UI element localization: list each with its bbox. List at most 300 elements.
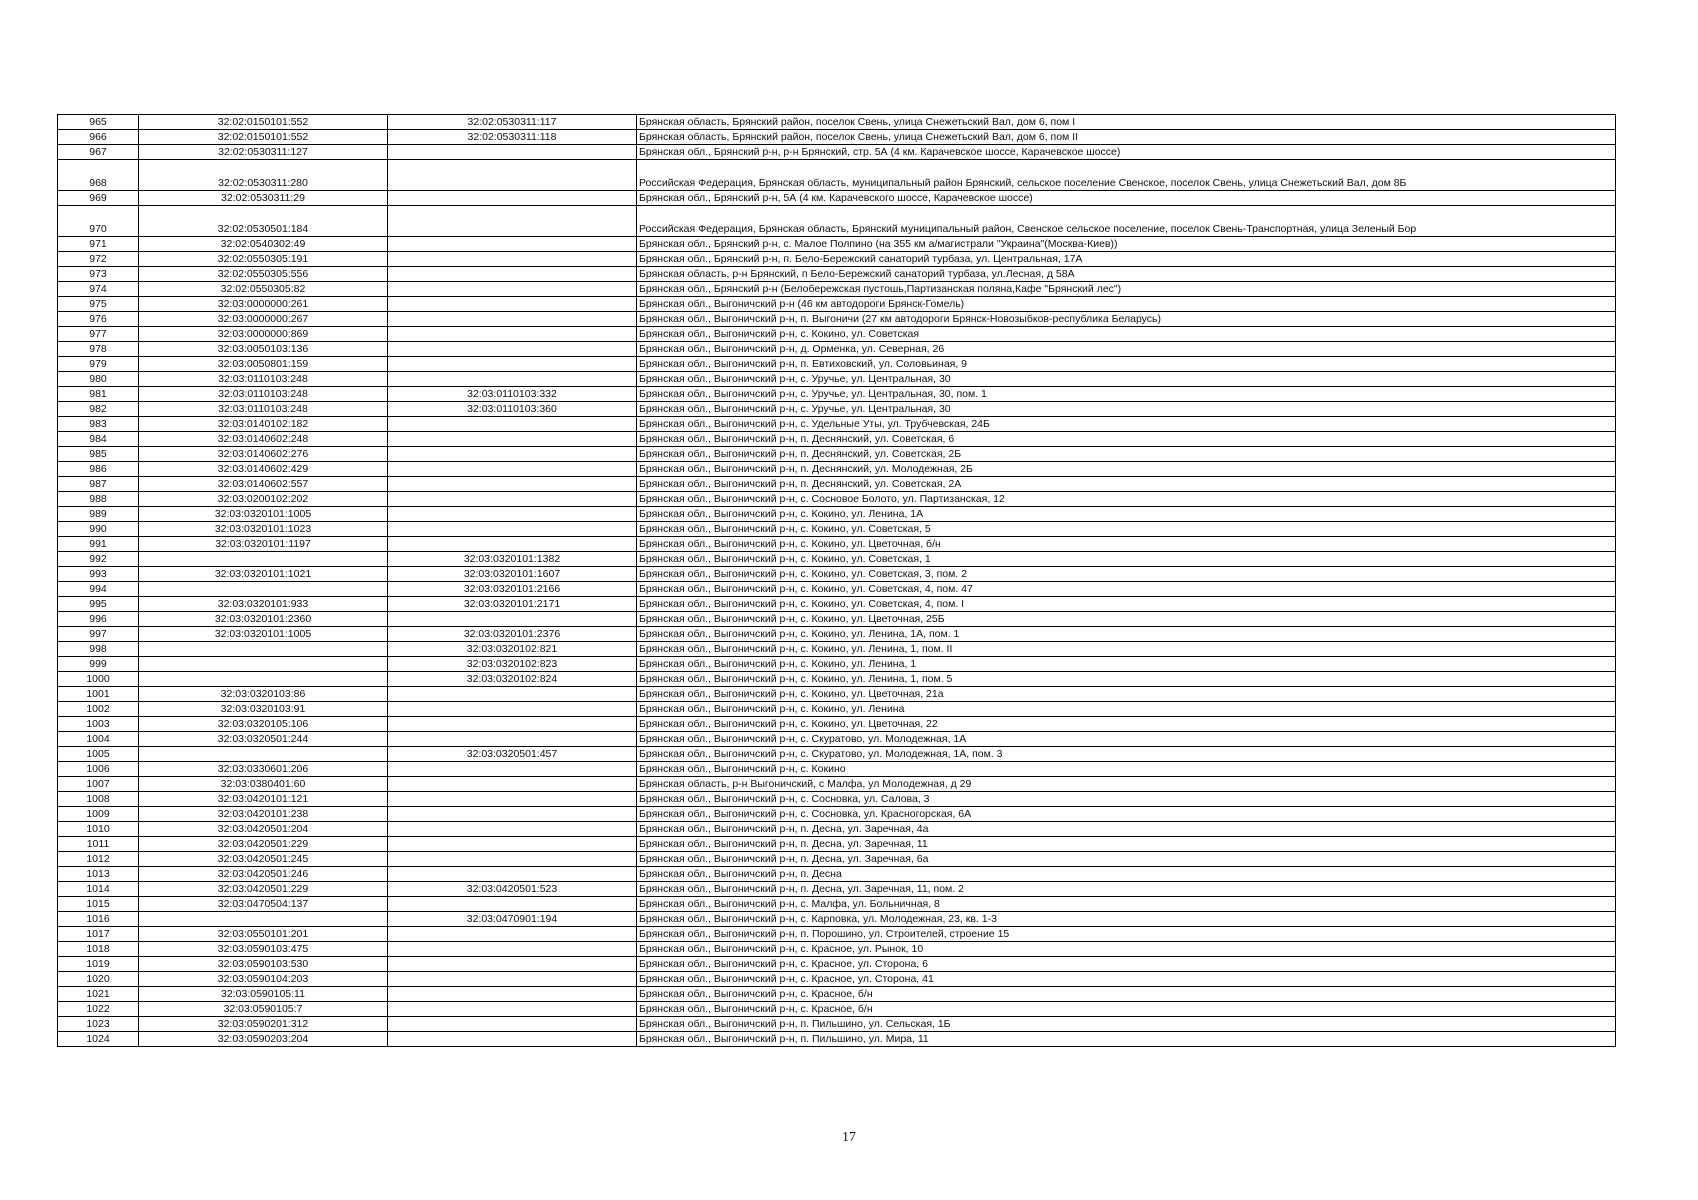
room-cadastral-number-cell — [388, 447, 637, 462]
table-row — [58, 252, 1616, 267]
room-cadastral-number-cell: 32:03:0320102:824 — [388, 672, 637, 687]
cadastral-number-cell: 32:03:0420501:229 — [139, 882, 388, 897]
cadastral-number-cell — [139, 672, 388, 687]
room-cadastral-number-cell — [388, 942, 637, 957]
address-cell: Брянская обл., Выгоничский р-н, п. Деснянский, ул. Советская, 2А — [637, 477, 1616, 492]
room-cadastral-number-cell — [388, 417, 637, 432]
address-cell: Брянская обл., Выгоничский р-н, с. Кокино, ул. Цветочная, 22 — [637, 717, 1616, 732]
table-row — [58, 687, 1616, 702]
row-number-cell: 969 — [58, 191, 139, 206]
cadastral-number-cell: 32:03:0420501:246 — [139, 867, 388, 882]
row-number-cell: 994 — [58, 582, 139, 597]
address-cell: Брянская обл., Выгоничский р-н, с. Кокино, ул. Ленина, 1, пом. 5 — [637, 672, 1616, 687]
row-number-cell: 1003 — [58, 717, 139, 732]
cadastral-number-cell: 32:03:0320103:86 — [139, 687, 388, 702]
address-cell: Брянская обл., Брянский р-н (Белобережская пустошь,Партизанская поляна,Кафе "Брянский лес") — [637, 282, 1616, 297]
table-row — [58, 282, 1616, 297]
address-cell: Брянская обл., Брянский р-н, с. Малое Полпино (на 355 км а/магистрали "Украина"(Москва-Киев)) — [637, 237, 1616, 252]
table-row — [58, 612, 1616, 627]
row-number-cell: 1022 — [58, 1002, 139, 1017]
room-cadastral-number-cell — [388, 357, 637, 372]
room-cadastral-number-cell — [388, 372, 637, 387]
registry-page — [57, 114, 1615, 1047]
room-cadastral-number-cell: 32:03:0110103:332 — [388, 387, 637, 402]
address-cell: Брянская обл., Выгоничский р-н, с. Удельные Уты, ул. Трубчевская, 24Б — [637, 417, 1616, 432]
cadastral-number-cell: 32:03:0590105:11 — [139, 987, 388, 1002]
room-cadastral-number-cell — [388, 867, 637, 882]
row-number-cell: 979 — [58, 357, 139, 372]
address-cell: Брянская обл., Брянский р-н, п. Бело-Бережский санаторий турбаза, ул. Центральная, 17А — [637, 252, 1616, 267]
table-row — [58, 897, 1616, 912]
row-number-cell: 1010 — [58, 822, 139, 837]
cadastral-number-cell: 32:03:0320105:106 — [139, 717, 388, 732]
row-number-cell: 985 — [58, 447, 139, 462]
address-cell: Брянская область, р-н Выгоничский, с Малфа, ул Молодежная, д 29 — [637, 777, 1616, 792]
row-number-cell: 1008 — [58, 792, 139, 807]
table-row — [58, 327, 1616, 342]
table-row — [58, 402, 1616, 417]
address-cell: Брянская обл., Выгоничский р-н, с. Сосновое Болото, ул. Партизанская, 12 — [637, 492, 1616, 507]
row-number-cell: 1004 — [58, 732, 139, 747]
address-cell: Брянская обл., Выгоничский р-н, с. Скуратово, ул. Молодежная, 1А, пом. 3 — [637, 747, 1616, 762]
room-cadastral-number-cell — [388, 927, 637, 942]
row-number-cell: 1019 — [58, 957, 139, 972]
room-cadastral-number-cell — [388, 1032, 637, 1047]
table-row — [58, 717, 1616, 732]
table-row — [58, 672, 1616, 687]
room-cadastral-number-cell — [388, 732, 637, 747]
table-row — [58, 807, 1616, 822]
table-row — [58, 462, 1616, 477]
address-cell: Брянская обл., Выгоничский р-н, с. Красное, ул. Сторона, 41 — [637, 972, 1616, 987]
room-cadastral-number-cell: 32:03:0470901:194 — [388, 912, 637, 927]
room-cadastral-number-cell — [388, 897, 637, 912]
row-number-cell: 976 — [58, 312, 139, 327]
row-number-cell: 998 — [58, 642, 139, 657]
table-row — [58, 372, 1616, 387]
row-number-cell: 1011 — [58, 837, 139, 852]
address-cell: Брянская обл., Выгоничский р-н, п. Деснянский, ул. Советская, 6 — [637, 432, 1616, 447]
row-number-cell: 1016 — [58, 912, 139, 927]
room-cadastral-number-cell — [388, 477, 637, 492]
room-cadastral-number-cell — [388, 507, 637, 522]
address-cell: Брянская обл., Брянский р-н, 5А (4 км. Карачевского шоссе, Карачевское шоссе) — [637, 191, 1616, 206]
table-row — [58, 237, 1616, 252]
room-cadastral-number-cell — [388, 1002, 637, 1017]
table-row — [58, 942, 1616, 957]
row-number-cell: 1015 — [58, 897, 139, 912]
address-cell: Брянская обл., Выгоничский р-н, п. Выгоничи (27 км автодороги Брянск-Новозыбков-республика Беларусь) — [637, 312, 1616, 327]
address-cell: Брянская обл., Выгоничский р-н, с. Кокино, ул. Советская — [637, 327, 1616, 342]
address-cell: Брянская обл., Выгоничский р-н, с. Скуратово, ул. Молодежная, 1А — [637, 732, 1616, 747]
table-row — [58, 492, 1616, 507]
room-cadastral-number-cell — [388, 160, 637, 191]
room-cadastral-number-cell — [388, 145, 637, 160]
row-number-cell: 990 — [58, 522, 139, 537]
row-number-cell: 978 — [58, 342, 139, 357]
cadastral-number-cell: 32:02:0540302:49 — [139, 237, 388, 252]
room-cadastral-number-cell — [388, 852, 637, 867]
address-cell: Брянская обл., Выгоничский р-н, с. Кокино, ул. Ленина, 1 — [637, 657, 1616, 672]
table-row — [58, 312, 1616, 327]
row-number-cell: 988 — [58, 492, 139, 507]
table-row — [58, 522, 1616, 537]
cadastral-number-cell — [139, 657, 388, 672]
table-row — [58, 206, 1616, 237]
row-number-cell: 1020 — [58, 972, 139, 987]
row-number-cell: 986 — [58, 462, 139, 477]
cadastral-number-cell: 32:03:0420501:204 — [139, 822, 388, 837]
cadastral-number-cell: 32:03:0110103:248 — [139, 402, 388, 417]
table-row — [58, 115, 1616, 130]
row-number-cell: 989 — [58, 507, 139, 522]
table-row — [58, 732, 1616, 747]
room-cadastral-number-cell: 32:03:0320501:457 — [388, 747, 637, 762]
registry-table — [57, 114, 1616, 1047]
table-row — [58, 417, 1616, 432]
address-cell: Брянская обл., Выгоничский р-н, с. Кокино, ул. Ленина, 1А — [637, 507, 1616, 522]
address-cell: Брянская обл., Выгоничский р-н, п. Порошино, ул. Строителей, строение 15 — [637, 927, 1616, 942]
cadastral-number-cell: 32:03:0420501:229 — [139, 837, 388, 852]
row-number-cell: 991 — [58, 537, 139, 552]
row-number-cell: 970 — [58, 206, 139, 237]
address-cell: Брянская обл., Выгоничский р-н, п. Деснянский, ул. Советская, 2Б — [637, 447, 1616, 462]
row-number-cell: 1023 — [58, 1017, 139, 1032]
cadastral-number-cell: 32:03:0320101:1021 — [139, 567, 388, 582]
table-row — [58, 912, 1616, 927]
table-row — [58, 130, 1616, 145]
row-number-cell: 1005 — [58, 747, 139, 762]
row-number-cell: 1001 — [58, 687, 139, 702]
room-cadastral-number-cell — [388, 1017, 637, 1032]
address-cell: Брянская обл., Выгоничский р-н, с. Кокино, ул. Советская, 4, пом. 47 — [637, 582, 1616, 597]
room-cadastral-number-cell — [388, 717, 637, 732]
table-row — [58, 1017, 1616, 1032]
room-cadastral-number-cell — [388, 522, 637, 537]
address-cell: Брянская обл., Выгоничский р-н, с. Кокино — [637, 762, 1616, 777]
room-cadastral-number-cell — [388, 807, 637, 822]
address-cell: Российская Федерация, Брянская область, муниципальный район Брянский, сельское поселение Свенское, поселок Свень, улица Снежетьский Вал, дом 8Б — [637, 160, 1616, 191]
cadastral-number-cell: 32:03:0550101:201 — [139, 927, 388, 942]
cadastral-number-cell: 32:02:0530501:184 — [139, 206, 388, 237]
address-cell: Брянская обл., Выгоничский р-н, с. Уручье, ул. Центральная, 30, пом. 1 — [637, 387, 1616, 402]
cadastral-number-cell: 32:02:0150101:552 — [139, 130, 388, 145]
address-cell: Брянская обл., Выгоничский р-н, д. Орменка, ул. Северная, 26 — [637, 342, 1616, 357]
cadastral-number-cell: 32:03:0590105:7 — [139, 1002, 388, 1017]
address-cell: Брянская обл., Выгоничский р-н, п. Пильшино, ул. Мира, 11 — [637, 1032, 1616, 1047]
address-cell: Брянская обл., Выгоничский р-н, п. Десна, ул. Заречная, 11 — [637, 837, 1616, 852]
room-cadastral-number-cell — [388, 687, 637, 702]
room-cadastral-number-cell — [388, 237, 637, 252]
cadastral-number-cell: 32:03:0590104:203 — [139, 972, 388, 987]
room-cadastral-number-cell: 32:03:0320101:1607 — [388, 567, 637, 582]
address-cell: Брянская обл., Выгоничский р-н, с. Красное, ул. Сторона, 6 — [637, 957, 1616, 972]
room-cadastral-number-cell — [388, 777, 637, 792]
room-cadastral-number-cell — [388, 987, 637, 1002]
row-number-cell: 975 — [58, 297, 139, 312]
address-cell: Брянская обл., Выгоничский р-н, п. Деснянский, ул. Молодежная, 2Б — [637, 462, 1616, 477]
row-number-cell: 1018 — [58, 942, 139, 957]
table-row — [58, 552, 1616, 567]
row-number-cell: 980 — [58, 372, 139, 387]
address-cell: Брянская обл., Выгоничский р-н, с. Кокино, ул. Советская, 5 — [637, 522, 1616, 537]
address-cell: Брянская обл., Выгоничский р-н, п. Пильшино, ул. Сельская, 1Б — [637, 1017, 1616, 1032]
cadastral-number-cell: 32:03:0320101:1005 — [139, 507, 388, 522]
room-cadastral-number-cell — [388, 537, 637, 552]
cadastral-number-cell: 32:03:0050801:159 — [139, 357, 388, 372]
cadastral-number-cell: 32:03:0140602:276 — [139, 447, 388, 462]
address-cell: Брянская обл., Выгоничский р-н, с. Кокино, ул. Советская, 4, пом. I — [637, 597, 1616, 612]
row-number-cell: 967 — [58, 145, 139, 160]
cadastral-number-cell: 32:03:0110103:248 — [139, 372, 388, 387]
room-cadastral-number-cell: 32:02:0530311:117 — [388, 115, 637, 130]
row-number-cell: 1009 — [58, 807, 139, 822]
cadastral-number-cell: 32:02:0550305:191 — [139, 252, 388, 267]
cadastral-number-cell: 32:03:0420501:245 — [139, 852, 388, 867]
room-cadastral-number-cell — [388, 191, 637, 206]
room-cadastral-number-cell: 32:03:0320101:2171 — [388, 597, 637, 612]
row-number-cell: 1007 — [58, 777, 139, 792]
row-number-cell: 1013 — [58, 867, 139, 882]
cadastral-number-cell: 32:03:0050103:136 — [139, 342, 388, 357]
room-cadastral-number-cell — [388, 206, 637, 237]
cadastral-number-cell: 32:02:0550305:556 — [139, 267, 388, 282]
cadastral-number-cell: 32:03:0320101:2360 — [139, 612, 388, 627]
room-cadastral-number-cell — [388, 837, 637, 852]
cadastral-number-cell: 32:03:0140602:248 — [139, 432, 388, 447]
cadastral-number-cell — [139, 582, 388, 597]
room-cadastral-number-cell: 32:03:0320102:821 — [388, 642, 637, 657]
table-row — [58, 657, 1616, 672]
room-cadastral-number-cell — [388, 612, 637, 627]
cadastral-number-cell: 32:02:0550305:82 — [139, 282, 388, 297]
cadastral-number-cell — [139, 747, 388, 762]
table-row — [58, 972, 1616, 987]
cadastral-number-cell — [139, 912, 388, 927]
row-number-cell: 995 — [58, 597, 139, 612]
cadastral-number-cell: 32:03:0470504:137 — [139, 897, 388, 912]
room-cadastral-number-cell — [388, 462, 637, 477]
table-row — [58, 145, 1616, 160]
cadastral-number-cell: 32:03:0590103:475 — [139, 942, 388, 957]
room-cadastral-number-cell — [388, 957, 637, 972]
room-cadastral-number-cell — [388, 312, 637, 327]
cadastral-number-cell: 32:03:0140602:429 — [139, 462, 388, 477]
cadastral-number-cell: 32:03:0140602:557 — [139, 477, 388, 492]
table-row — [58, 537, 1616, 552]
table-row — [58, 357, 1616, 372]
cadastral-number-cell: 32:03:0590201:312 — [139, 1017, 388, 1032]
cadastral-number-cell — [139, 552, 388, 567]
room-cadastral-number-cell — [388, 327, 637, 342]
table-row — [58, 882, 1616, 897]
room-cadastral-number-cell: 32:03:0320101:2166 — [388, 582, 637, 597]
cadastral-number-cell: 32:03:0590203:204 — [139, 1032, 388, 1047]
address-cell: Брянская обл., Выгоничский р-н, п. Евтиховский, ул. Соловьиная, 9 — [637, 357, 1616, 372]
table-row — [58, 507, 1616, 522]
address-cell: Брянская обл., Выгоничский р-н, с. Уручье, ул. Центральная, 30 — [637, 372, 1616, 387]
cadastral-number-cell: 32:03:0000000:869 — [139, 327, 388, 342]
room-cadastral-number-cell: 32:02:0530311:118 — [388, 130, 637, 145]
row-number-cell: 987 — [58, 477, 139, 492]
table-row — [58, 447, 1616, 462]
table-row — [58, 432, 1616, 447]
row-number-cell: 973 — [58, 267, 139, 282]
address-cell: Брянская обл., Выгоничский р-н, с. Малфа, ул. Больничная, 8 — [637, 897, 1616, 912]
room-cadastral-number-cell — [388, 342, 637, 357]
row-number-cell: 993 — [58, 567, 139, 582]
room-cadastral-number-cell — [388, 762, 637, 777]
row-number-cell: 982 — [58, 402, 139, 417]
cadastral-number-cell: 32:03:0140102:182 — [139, 417, 388, 432]
room-cadastral-number-cell — [388, 972, 637, 987]
address-cell: Брянская обл., Выгоничский р-н, с. Карповка, ул. Молодежная, 23, кв. 1-3 — [637, 912, 1616, 927]
row-number-cell: 996 — [58, 612, 139, 627]
address-cell: Брянская обл., Выгоничский р-н, с. Сосновка, ул. Красногорская, 6А — [637, 807, 1616, 822]
address-cell: Брянская обл., Выгоничский р-н, п. Десна — [637, 867, 1616, 882]
cadastral-number-cell: 32:02:0150101:552 — [139, 115, 388, 130]
row-number-cell: 972 — [58, 252, 139, 267]
table-row — [58, 642, 1616, 657]
row-number-cell: 1014 — [58, 882, 139, 897]
cadastral-number-cell: 32:03:0200102:202 — [139, 492, 388, 507]
row-number-cell: 968 — [58, 160, 139, 191]
cadastral-number-cell: 32:03:0000000:261 — [139, 297, 388, 312]
address-cell: Брянская обл., Выгоничский р-н (46 км автодороги Брянск-Гомель) — [637, 297, 1616, 312]
cadastral-number-cell: 32:03:0420101:121 — [139, 792, 388, 807]
row-number-cell: 966 — [58, 130, 139, 145]
cadastral-number-cell: 32:03:0320501:244 — [139, 732, 388, 747]
cadastral-number-cell: 32:02:0530311:29 — [139, 191, 388, 206]
cadastral-number-cell: 32:03:0110103:248 — [139, 387, 388, 402]
row-number-cell: 1000 — [58, 672, 139, 687]
room-cadastral-number-cell: 32:03:0420501:523 — [388, 882, 637, 897]
address-cell: Брянская обл., Выгоничский р-н, п. Десна, ул. Заречная, 4а — [637, 822, 1616, 837]
cadastral-number-cell: 32:03:0320101:1005 — [139, 627, 388, 642]
room-cadastral-number-cell — [388, 792, 637, 807]
room-cadastral-number-cell — [388, 432, 637, 447]
room-cadastral-number-cell — [388, 702, 637, 717]
address-cell: Брянская обл., Выгоничский р-н, с. Красное, ул. Рынок, 10 — [637, 942, 1616, 957]
table-row — [58, 792, 1616, 807]
row-number-cell: 1006 — [58, 762, 139, 777]
table-row — [58, 477, 1616, 492]
table-row — [58, 762, 1616, 777]
address-cell: Брянская обл., Выгоничский р-н, с. Кокино, ул. Ленина — [637, 702, 1616, 717]
room-cadastral-number-cell: 32:03:0320101:2376 — [388, 627, 637, 642]
cadastral-number-cell: 32:02:0530311:127 — [139, 145, 388, 160]
address-cell: Брянская обл., Выгоничский р-н, с. Уручье, ул. Центральная, 30 — [637, 402, 1616, 417]
table-row — [58, 267, 1616, 282]
table-row — [58, 1032, 1616, 1047]
table-row — [58, 702, 1616, 717]
cadastral-number-cell: 32:03:0320101:1023 — [139, 522, 388, 537]
room-cadastral-number-cell — [388, 492, 637, 507]
row-number-cell: 1024 — [58, 1032, 139, 1047]
table-row — [58, 567, 1616, 582]
table-row — [58, 837, 1616, 852]
address-cell: Брянская обл., Выгоничский р-н, с. Кокино, ул. Ленина, 1А, пом. 1 — [637, 627, 1616, 642]
room-cadastral-number-cell — [388, 252, 637, 267]
table-row — [58, 747, 1616, 762]
address-cell: Брянская обл., Выгоничский р-н, с. Кокино, ул. Цветочная, 21а — [637, 687, 1616, 702]
row-number-cell: 999 — [58, 657, 139, 672]
address-cell: Брянская область, р-н Брянский, п Бело-Бережский санаторий турбаза, ул.Лесная, д 58А — [637, 267, 1616, 282]
row-number-cell: 992 — [58, 552, 139, 567]
table-row — [58, 987, 1616, 1002]
room-cadastral-number-cell — [388, 297, 637, 312]
address-cell: Брянская обл., Выгоничский р-н, с. Красное, б/н — [637, 987, 1616, 1002]
row-number-cell: 1002 — [58, 702, 139, 717]
table-row — [58, 297, 1616, 312]
cadastral-number-cell: 32:03:0320103:91 — [139, 702, 388, 717]
cadastral-number-cell: 32:03:0590103:530 — [139, 957, 388, 972]
table-row — [58, 822, 1616, 837]
address-cell: Брянская обл., Выгоничский р-н, с. Кокино, ул. Цветочная, 25Б — [637, 612, 1616, 627]
room-cadastral-number-cell — [388, 822, 637, 837]
row-number-cell: 984 — [58, 432, 139, 447]
table-row — [58, 191, 1616, 206]
room-cadastral-number-cell: 32:03:0110103:360 — [388, 402, 637, 417]
row-number-cell: 977 — [58, 327, 139, 342]
address-cell: Брянская обл., Выгоничский р-н, с. Кокино, ул. Цветочная, б/н — [637, 537, 1616, 552]
address-cell: Брянская область, Брянский район, поселок Свень, улица Снежетьский Вал, дом 6, пом I — [637, 115, 1616, 130]
row-number-cell: 965 — [58, 115, 139, 130]
table-row — [58, 957, 1616, 972]
row-number-cell: 1021 — [58, 987, 139, 1002]
cadastral-number-cell: 32:03:0320101:933 — [139, 597, 388, 612]
address-cell: Брянская обл., Выгоничский р-н, п. Десна, ул. Заречная, 11, пом. 2 — [637, 882, 1616, 897]
table-row — [58, 852, 1616, 867]
address-cell: Брянская обл., Выгоничский р-н, п. Десна, ул. Заречная, 6а — [637, 852, 1616, 867]
address-cell: Брянская обл., Выгоничский р-н, с. Сосновка, ул. Салова, 3 — [637, 792, 1616, 807]
address-cell: Брянская обл., Выгоничский р-н, с. Кокино, ул. Советская, 1 — [637, 552, 1616, 567]
address-cell: Российская Федерация, Брянская область, Брянский муниципальный район, Свенское сельское поселение, поселок Свень-Транспортная, улица Зеленый Бор — [637, 206, 1616, 237]
room-cadastral-number-cell — [388, 282, 637, 297]
table-row — [58, 1002, 1616, 1017]
table-row — [58, 777, 1616, 792]
row-number-cell: 983 — [58, 417, 139, 432]
page-number: 17 — [842, 1130, 856, 1145]
table-row — [58, 867, 1616, 882]
table-row — [58, 342, 1616, 357]
row-number-cell: 971 — [58, 237, 139, 252]
room-cadastral-number-cell: 32:03:0320102:823 — [388, 657, 637, 672]
table-row — [58, 927, 1616, 942]
address-cell: Брянская обл., Выгоничский р-н, с. Кокино, ул. Советская, 3, пом. 2 — [637, 567, 1616, 582]
table-row — [58, 582, 1616, 597]
table-row — [58, 387, 1616, 402]
row-number-cell: 1012 — [58, 852, 139, 867]
address-cell: Брянская обл., Выгоничский р-н, с. Красное, б/н — [637, 1002, 1616, 1017]
address-cell: Брянская обл., Брянский р-н, р-н Брянский, стр. 5А (4 км. Карачевское шоссе, Карачевское шоссе) — [637, 145, 1616, 160]
address-cell: Брянская обл., Выгоничский р-н, с. Кокино, ул. Ленина, 1, пом. II — [637, 642, 1616, 657]
row-number-cell: 981 — [58, 387, 139, 402]
table-row — [58, 160, 1616, 191]
cadastral-number-cell: 32:03:0380401:60 — [139, 777, 388, 792]
cadastral-number-cell: 32:03:0420101:238 — [139, 807, 388, 822]
cadastral-number-cell: 32:03:0000000:267 — [139, 312, 388, 327]
cadastral-number-cell — [139, 642, 388, 657]
address-cell: Брянская область, Брянский район, поселок Свень, улица Снежетьский Вал, дом 6, пом II — [637, 130, 1616, 145]
row-number-cell: 997 — [58, 627, 139, 642]
row-number-cell: 1017 — [58, 927, 139, 942]
table-row — [58, 597, 1616, 612]
cadastral-number-cell: 32:02:0530311:280 — [139, 160, 388, 191]
registry-table-body — [58, 115, 1616, 1047]
cadastral-number-cell: 32:03:0330601:206 — [139, 762, 388, 777]
table-row — [58, 627, 1616, 642]
